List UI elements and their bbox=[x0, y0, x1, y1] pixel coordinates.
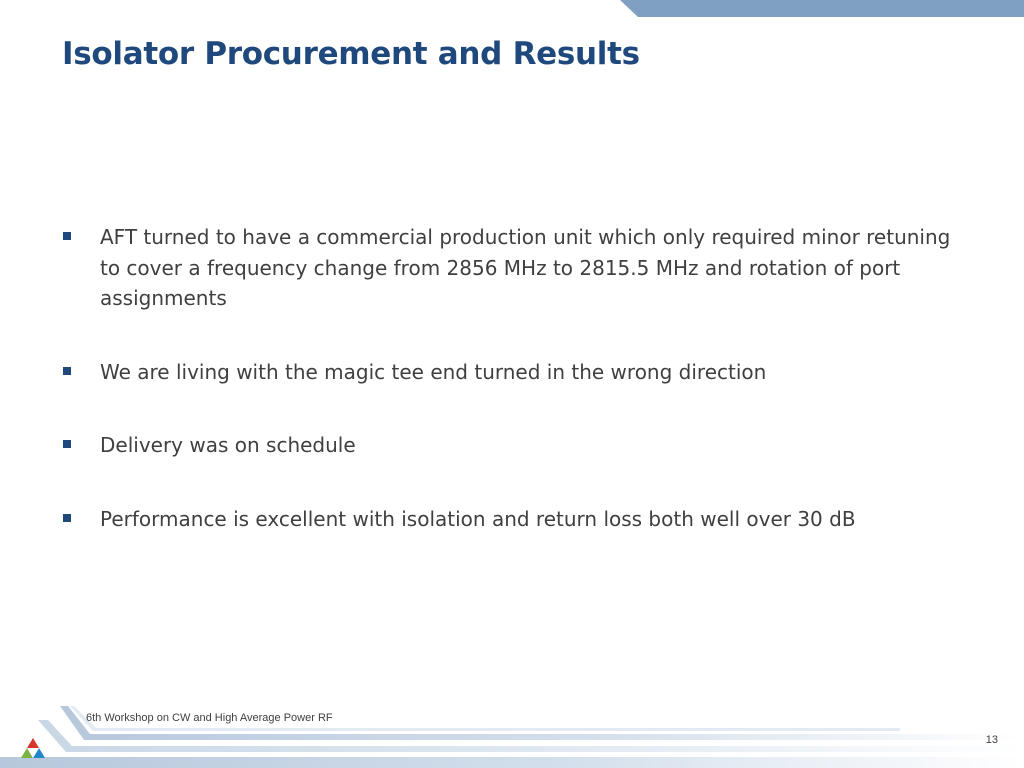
bullet-item bbox=[62, 357, 962, 388]
bullet-item bbox=[62, 222, 962, 314]
square-bullet-icon bbox=[63, 232, 71, 240]
bullet-list bbox=[62, 222, 962, 577]
square-bullet-icon bbox=[63, 514, 71, 522]
bullet-text: AFT turned to have a commercial production unit which only required minor retuning to cover a frequency change from 2856 MHz to 2815.5 MHz and rotation of port assignments bbox=[100, 225, 951, 310]
footer-text: 6th Workshop on CW and High Average Power RF bbox=[86, 712, 333, 724]
bullet-item bbox=[62, 504, 962, 535]
page-number: 13 bbox=[985, 734, 998, 746]
bullet-text: Performance is excellent with isolation and return loss both well over 30 dB bbox=[100, 506, 856, 531]
bullet-text: Delivery was on schedule bbox=[100, 433, 356, 457]
tricolor-triangle-logo-icon bbox=[20, 737, 46, 759]
square-bullet-icon bbox=[63, 440, 71, 448]
bullet-text: We are living with the magic tee end turned in the wrong direction bbox=[100, 359, 767, 384]
top-decorative-band bbox=[0, 0, 1024, 18]
slide-title: Isolator Procurement and Results bbox=[62, 36, 640, 72]
square-bullet-icon bbox=[63, 367, 71, 375]
bullet-item bbox=[62, 430, 962, 461]
